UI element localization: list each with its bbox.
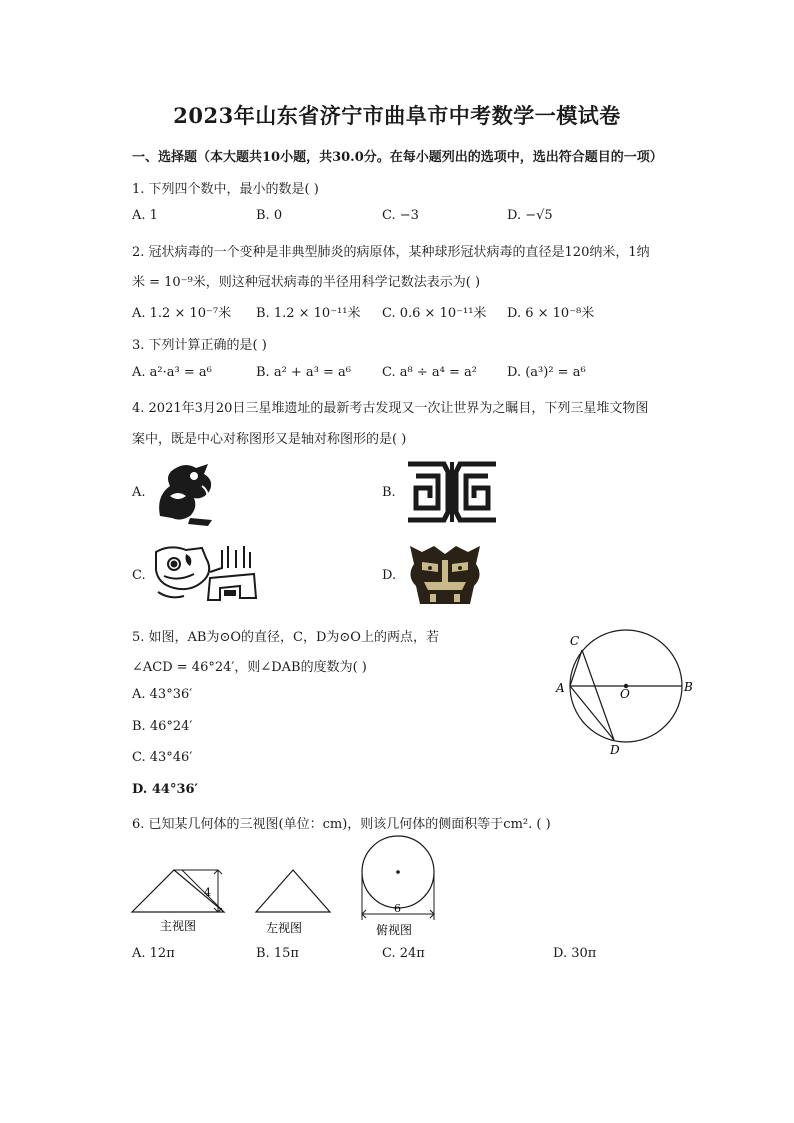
sanxingdui-pattern-d-image[interactable] [404, 542, 486, 608]
page-title: 2023年山东省济宁市曲阜市中考数学一模试卷 [173, 103, 621, 128]
q3-option-c[interactable]: C. a⁸ ÷ a⁴ = a² [382, 365, 477, 380]
q1-option-b[interactable]: B. 0 [256, 208, 283, 223]
q1-option-d[interactable]: D. −√5 [507, 208, 553, 223]
q1-option-c[interactable]: C. −3 [382, 208, 419, 223]
q3-option-b[interactable]: B. a² + a³ = a⁶ [256, 365, 352, 380]
sanxingdui-pattern-a-image[interactable] [150, 456, 222, 528]
q6-option-d[interactable]: D. 30π [553, 946, 597, 961]
q4-option-b[interactable]: B. [382, 485, 396, 500]
left-view-label: 左视图 [266, 921, 303, 935]
q3-option-d[interactable]: D. (a³)² = a⁶ [507, 365, 586, 380]
q2-option-a[interactable]: A. 1.2 × 10⁻⁷米 [132, 306, 232, 321]
three-view-diagram [128, 834, 448, 944]
q1-option-a[interactable]: A. 1 [132, 208, 158, 223]
q6-option-a[interactable]: A. 12π [132, 946, 175, 961]
top-view-label: 俯视图 [376, 923, 413, 937]
label-b: B [684, 680, 693, 694]
question-5-line-1: 5. 如图，AB为⊙O的直径，C，D为⊙O上的两点，若 [132, 630, 439, 645]
q5-option-a[interactable]: A. 43°36′ [132, 687, 193, 702]
q2-option-c[interactable]: C. 0.6 × 10⁻¹¹米 [382, 306, 487, 321]
q3-option-a[interactable]: A. a²·a³ = a⁶ [132, 365, 212, 380]
q2-option-d[interactable]: D. 6 × 10⁻⁸米 [507, 306, 595, 321]
q4-option-d[interactable]: D. [382, 568, 397, 583]
q2-option-b[interactable]: B. 1.2 × 10⁻¹¹米 [256, 306, 361, 321]
question-3-line-1: 3. 下列计算正确的是( ) [132, 338, 267, 353]
sanxingdui-pattern-b-image[interactable] [404, 458, 500, 526]
q5-option-c[interactable]: C. 43°46′ [132, 750, 193, 765]
question-4-line-2: 案中，既是中心对称图形又是轴对称图形的是( ) [132, 432, 407, 447]
question-6-line-1: 6. 已知某几何体的三视图(单位：cm)，则该几何体的侧面积等于cm². ( ) [132, 817, 551, 832]
question-2-line-2: 米 = 10⁻⁹米，则这种冠状病毒的半径用科学记数法表示为( ) [132, 275, 481, 290]
circle-diagram [548, 626, 698, 758]
q5-option-b[interactable]: B. 46°24′ [132, 719, 193, 734]
question-1-line-1: 1. 下列四个数中，最小的数是( ) [132, 182, 319, 197]
sanxingdui-pattern-c-image[interactable] [150, 542, 262, 604]
front-view-label: 主视图 [160, 919, 197, 933]
label-o: O [620, 687, 630, 701]
q4-option-a[interactable]: A. [132, 485, 146, 500]
label-a: A [556, 681, 565, 695]
label-c: C [570, 634, 580, 648]
width-label: 6 [394, 902, 401, 915]
question-5-line-2: ∠ACD = 46°24′，则∠DAB的度数为( ) [132, 660, 367, 675]
label-d: D [610, 743, 620, 757]
height-label: 4 [204, 886, 211, 899]
q5-option-d[interactable]: D. 44°36′ [132, 782, 198, 797]
q6-option-b[interactable]: B. 15π [256, 946, 299, 961]
question-2-line-1: 2. 冠状病毒的一个变种是非典型肺炎的病原体，某种球形冠状病毒的直径是120纳米，1纳 [132, 245, 650, 260]
question-4-line-1: 4. 2021年3月20日三星堆遗址的最新考古发现又一次让世界为之瞩目，下列三星堆文物图 [132, 401, 649, 416]
section-heading: 一、选择题（本大题共10小题，共30.0分。在每小题列出的选项中，选出符合题目的一项） [132, 150, 663, 165]
q4-option-c[interactable]: C. [132, 568, 146, 583]
q6-option-c[interactable]: C. 24π [382, 946, 425, 961]
